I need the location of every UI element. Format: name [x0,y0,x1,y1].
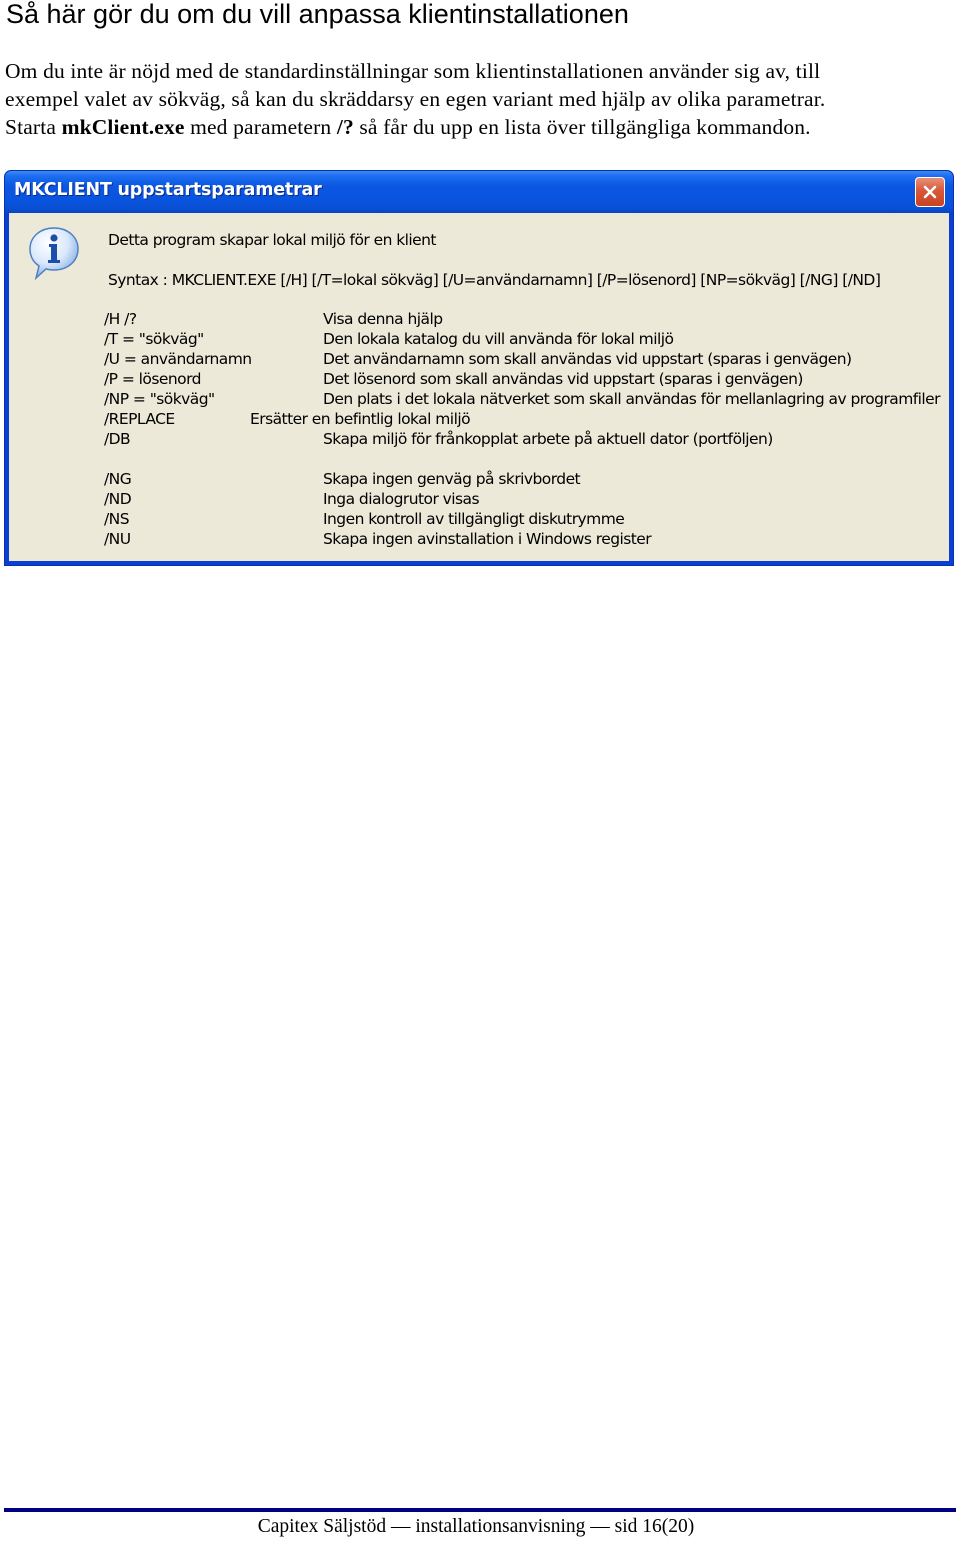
param-desc: Inga dialogrutor visas [323,490,480,508]
param-desc: Skapa ingen genväg på skrivbordet [323,470,581,488]
command-name: mkClient.exe [61,115,185,139]
intro-line-2: exempel valet av sökväg, så kan du skräddarsy en egen variant med hjälp av olika parametrar. [5,87,826,111]
param-flag: /REPLACE [104,410,175,428]
intro-line-3-suffix: så får du upp en lista över tillgängliga kommandon. [353,115,811,139]
dialog-titlebar[interactable] [5,171,953,213]
dialog-description: Detta program skapar lokal miljö för en klient [108,231,436,249]
intro-line-3-mid: med parametern [184,115,337,139]
dialog-client-area [9,213,949,561]
close-icon [922,184,938,200]
param-desc: Det användarnamn som skall användas vid uppstart (sparas i genvägen) [323,350,852,368]
info-icon [28,226,80,282]
intro-paragraph [5,57,955,141]
close-button[interactable] [915,177,945,207]
param-flag: /ND [104,490,132,508]
param-flag: /NS [104,510,130,528]
param-flag: /NU [104,530,131,548]
param-flag: /NP = "sökväg" [104,390,215,408]
param-desc: Den plats i det lokala nätverket som skall användas för mellanlagring av programfiler [323,390,940,408]
dialog-title: MKCLIENT uppstartsparametrar [14,180,322,200]
param-flag: /DB [104,430,131,448]
dialog-syntax: Syntax : MKCLIENT.EXE [/H] [/T=lokal sökväg] [/U=användarnamn] [/P=lösenord] [NP=sökväg] [/NG] [/ND] [108,271,881,289]
param-desc: Ersätter en befintlig lokal miljö [250,410,471,428]
page-heading: Så här gör du om du vill anpassa klientinstallationen [6,0,629,29]
param-flag: /U = användarnamn [104,350,252,368]
param-desc: Skapa miljö för frånkopplat arbete på aktuell dator (portföljen) [323,430,773,448]
intro-line-3-prefix: Starta [5,115,62,139]
intro-line-1: Om du inte är nöjd med de standardinställningar som klientinstallationen använder sig av, till [5,59,821,83]
param-flag: /H /? [104,310,137,328]
param-desc: Visa denna hjälp [323,310,443,328]
param-desc: Den lokala katalog du vill använda för lokal miljö [323,330,674,348]
param-desc: Skapa ingen avinstallation i Windows register [323,530,652,548]
param-flag: /T = "sökväg" [104,330,204,348]
param-flag: /P = lösenord [104,370,201,388]
param-desc: Det lösenord som skall användas vid uppstart (sparas i genvägen) [323,370,803,388]
param-desc: Ingen kontroll av tillgängligt diskutrymme [323,510,625,528]
footer-divider [4,1508,956,1512]
page-footer: Capitex Säljstöd — installationsanvisning — sid 16(20) [257,1516,695,1537]
param-flag: /NG [104,470,132,488]
help-parameter: /? [336,115,354,139]
intro-line-3 [5,113,955,141]
mkclient-dialog [4,170,954,566]
